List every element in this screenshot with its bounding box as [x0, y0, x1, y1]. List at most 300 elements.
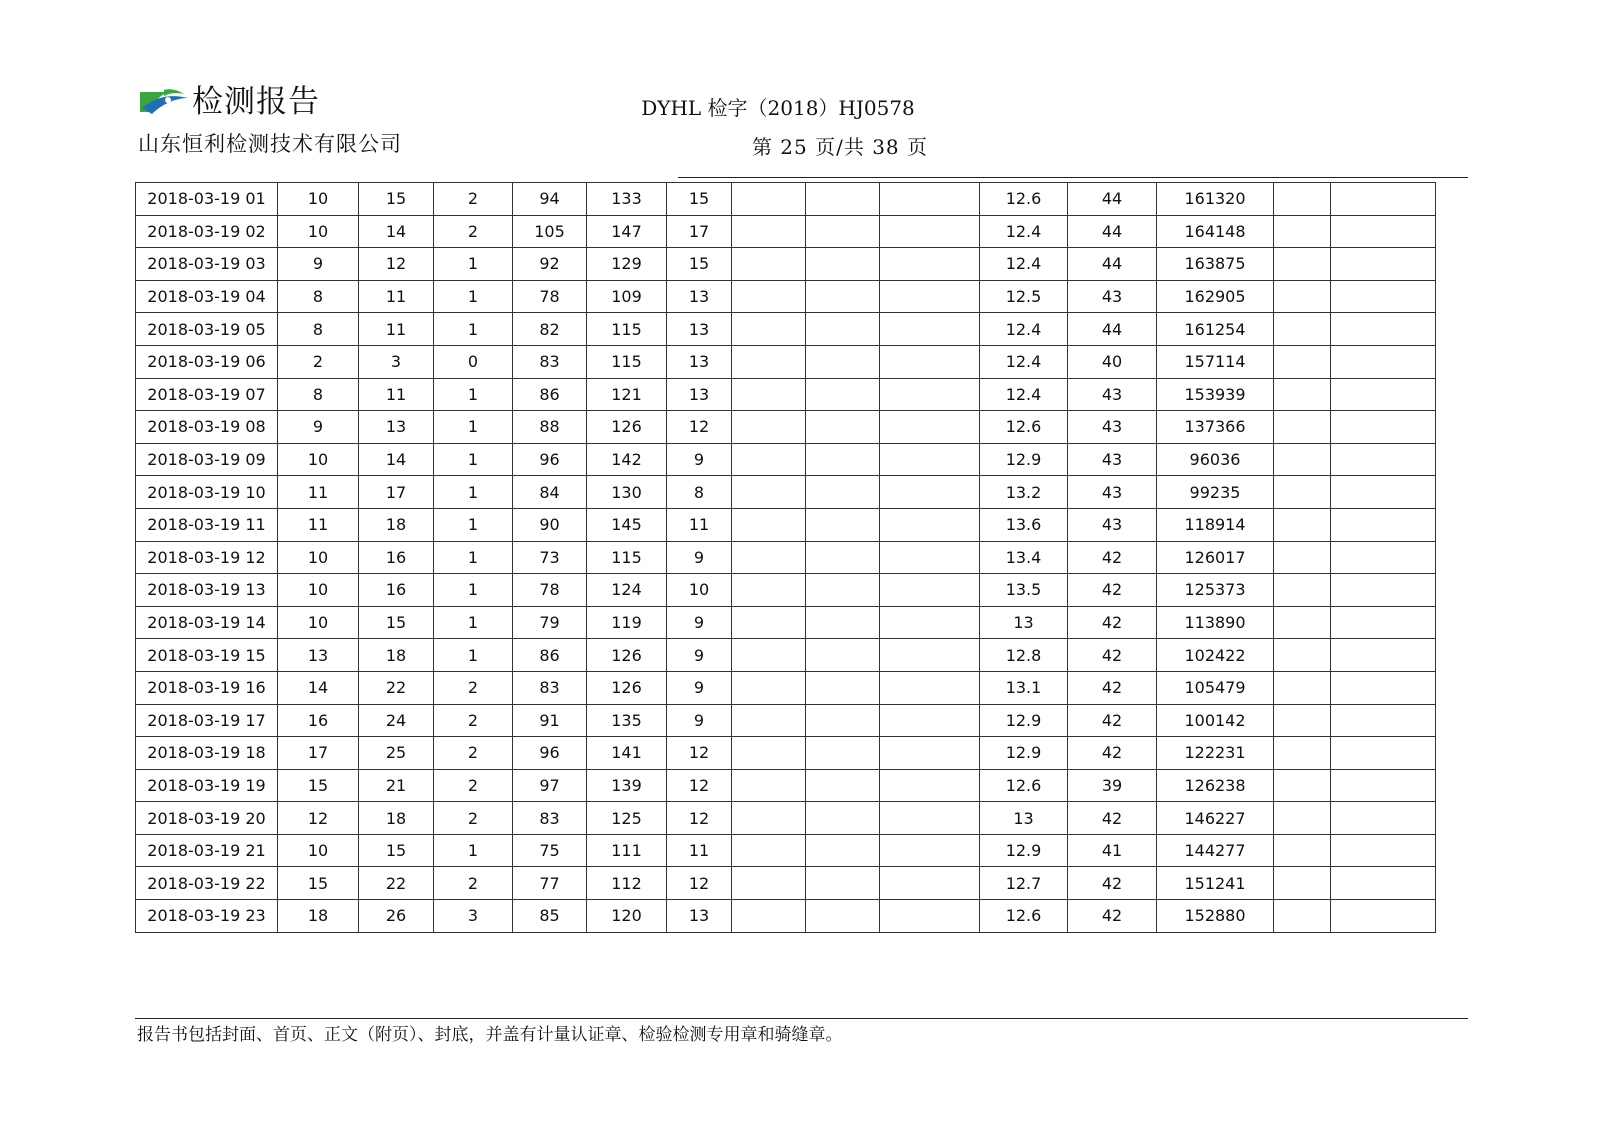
table-row: [136, 378, 1436, 411]
table-row: [136, 248, 1436, 281]
monitoring-data-table: [135, 182, 1436, 933]
time-cell: 2018-03-19 22: [136, 867, 278, 900]
table-cell: 151241: [1157, 867, 1274, 900]
table-cell: 42: [1068, 574, 1157, 607]
table-cell: [1274, 183, 1331, 216]
table-cell: 12.6: [980, 900, 1068, 933]
table-cell: [1331, 704, 1436, 737]
table-cell: 10: [278, 574, 359, 607]
table-cell: 10: [278, 834, 359, 867]
table-cell: [1274, 834, 1331, 867]
table-cell: 2: [278, 345, 359, 378]
table-cell: 125373: [1157, 574, 1274, 607]
table-cell: 42: [1068, 867, 1157, 900]
table-cell: [732, 378, 806, 411]
table-cell: [880, 834, 980, 867]
table-cell: [1331, 834, 1436, 867]
table-cell: [880, 476, 980, 509]
table-row: [136, 508, 1436, 541]
table-cell: 14: [278, 671, 359, 704]
table-cell: 11: [667, 508, 732, 541]
table-cell: 157114: [1157, 345, 1274, 378]
table-cell: [1274, 606, 1331, 639]
table-cell: [1331, 737, 1436, 770]
table-cell: [1274, 769, 1331, 802]
table-cell: 83: [513, 345, 587, 378]
table-cell: 12: [278, 802, 359, 835]
table-row: [136, 900, 1436, 933]
document-code: DYHL 检字（2018）HJ0578: [641, 96, 915, 120]
table-cell: [732, 313, 806, 346]
table-cell: [1274, 411, 1331, 444]
table-cell: 18: [359, 508, 434, 541]
table-cell: 79: [513, 606, 587, 639]
table-cell: 164148: [1157, 215, 1274, 248]
table-cell: [806, 476, 880, 509]
table-cell: [806, 280, 880, 313]
time-cell: 2018-03-19 11: [136, 508, 278, 541]
table-cell: 13: [667, 280, 732, 313]
table-cell: 42: [1068, 900, 1157, 933]
table-cell: 1: [434, 574, 513, 607]
table-cell: [1274, 639, 1331, 672]
table-row: [136, 737, 1436, 770]
table-cell: [880, 411, 980, 444]
table-cell: 1: [434, 313, 513, 346]
table-cell: [732, 508, 806, 541]
time-cell: 2018-03-19 17: [136, 704, 278, 737]
table-cell: 44: [1068, 248, 1157, 281]
table-cell: 13.6: [980, 508, 1068, 541]
table-row: [136, 802, 1436, 835]
table-cell: [1274, 378, 1331, 411]
report-title: 检测报告: [192, 84, 320, 120]
table-cell: [1331, 313, 1436, 346]
table-cell: [880, 215, 980, 248]
time-cell: 2018-03-19 19: [136, 769, 278, 802]
table-cell: [806, 443, 880, 476]
table-cell: [806, 183, 880, 216]
table-cell: [1331, 248, 1436, 281]
table-cell: 8: [278, 313, 359, 346]
table-cell: 13.1: [980, 671, 1068, 704]
table-cell: 94: [513, 183, 587, 216]
table-cell: 16: [359, 541, 434, 574]
table-cell: 83: [513, 671, 587, 704]
table-cell: 9: [278, 248, 359, 281]
table-body: [136, 183, 1436, 933]
table-cell: 113890: [1157, 606, 1274, 639]
table-cell: 12.9: [980, 704, 1068, 737]
table-cell: 1: [434, 443, 513, 476]
table-cell: 12.7: [980, 867, 1068, 900]
table-cell: [732, 606, 806, 639]
table-cell: 1: [434, 280, 513, 313]
table-cell: 73: [513, 541, 587, 574]
table-row: [136, 280, 1436, 313]
time-cell: 2018-03-19 07: [136, 378, 278, 411]
table-cell: [806, 834, 880, 867]
table-cell: 1: [434, 834, 513, 867]
table-cell: [1274, 900, 1331, 933]
table-row: [136, 606, 1436, 639]
table-cell: 42: [1068, 737, 1157, 770]
table-cell: 12.9: [980, 834, 1068, 867]
table-cell: 125: [587, 802, 667, 835]
table-cell: [732, 639, 806, 672]
table-cell: [732, 476, 806, 509]
table-cell: [880, 900, 980, 933]
table-cell: [732, 345, 806, 378]
table-cell: 18: [359, 802, 434, 835]
table-cell: [806, 378, 880, 411]
table-cell: 153939: [1157, 378, 1274, 411]
table-cell: 11: [667, 834, 732, 867]
table-cell: [806, 769, 880, 802]
table-cell: [1331, 867, 1436, 900]
table-cell: [880, 280, 980, 313]
table-cell: 22: [359, 671, 434, 704]
table-cell: [806, 737, 880, 770]
table-cell: 1: [434, 248, 513, 281]
table-row: [136, 411, 1436, 444]
table-cell: 12.6: [980, 411, 1068, 444]
table-cell: [1331, 574, 1436, 607]
table-cell: 10: [278, 541, 359, 574]
table-cell: 8: [278, 378, 359, 411]
table-cell: [732, 443, 806, 476]
table-cell: 18: [359, 639, 434, 672]
table-cell: [880, 671, 980, 704]
table-cell: 12: [667, 802, 732, 835]
table-cell: [1274, 215, 1331, 248]
table-cell: 13: [667, 313, 732, 346]
table-cell: 12.8: [980, 639, 1068, 672]
table-row: [136, 476, 1436, 509]
table-cell: 122231: [1157, 737, 1274, 770]
time-cell: 2018-03-19 14: [136, 606, 278, 639]
table-cell: 12.4: [980, 313, 1068, 346]
table-cell: 9: [667, 443, 732, 476]
table-cell: 9: [667, 639, 732, 672]
table-cell: 15: [359, 183, 434, 216]
table-cell: 163875: [1157, 248, 1274, 281]
table-cell: [1274, 704, 1331, 737]
table-cell: 146227: [1157, 802, 1274, 835]
table-cell: 13: [667, 345, 732, 378]
time-cell: 2018-03-19 15: [136, 639, 278, 672]
table-cell: 1: [434, 476, 513, 509]
table-cell: 13: [980, 606, 1068, 639]
table-cell: 142: [587, 443, 667, 476]
table-cell: 11: [278, 476, 359, 509]
table-cell: [806, 411, 880, 444]
table-cell: 15: [278, 769, 359, 802]
table-cell: 12: [667, 737, 732, 770]
page-number: 第 25 页/共 38 页: [751, 135, 929, 159]
table-cell: 124: [587, 574, 667, 607]
time-cell: 2018-03-19 06: [136, 345, 278, 378]
table-cell: [732, 183, 806, 216]
table-cell: [806, 248, 880, 281]
table-cell: [880, 345, 980, 378]
table-cell: 12.6: [980, 769, 1068, 802]
table-cell: 16: [359, 574, 434, 607]
table-cell: 25: [359, 737, 434, 770]
table-cell: 78: [513, 280, 587, 313]
table-cell: 17: [278, 737, 359, 770]
table-cell: [732, 867, 806, 900]
table-cell: 1: [434, 606, 513, 639]
table-cell: 18: [278, 900, 359, 933]
table-row: [136, 671, 1436, 704]
header-divider: [678, 177, 1468, 178]
table-cell: [732, 541, 806, 574]
table-cell: 96: [513, 443, 587, 476]
table-cell: [1274, 248, 1331, 281]
table-cell: 12.5: [980, 280, 1068, 313]
table-cell: [732, 574, 806, 607]
table-cell: [1331, 541, 1436, 574]
table-row: [136, 574, 1436, 607]
table-cell: 8: [278, 280, 359, 313]
table-cell: 2: [434, 704, 513, 737]
table-cell: [1331, 900, 1436, 933]
table-cell: 12.4: [980, 378, 1068, 411]
table-cell: [1274, 508, 1331, 541]
time-cell: 2018-03-19 03: [136, 248, 278, 281]
table-cell: 126017: [1157, 541, 1274, 574]
table-cell: 12: [359, 248, 434, 281]
table-cell: 96: [513, 737, 587, 770]
table-cell: [880, 183, 980, 216]
table-cell: 42: [1068, 671, 1157, 704]
table-cell: 2: [434, 215, 513, 248]
table-cell: 105479: [1157, 671, 1274, 704]
table-cell: 22: [359, 867, 434, 900]
table-cell: 161254: [1157, 313, 1274, 346]
time-cell: 2018-03-19 18: [136, 737, 278, 770]
table-cell: 11: [359, 313, 434, 346]
table-cell: [880, 606, 980, 639]
table-cell: [1274, 574, 1331, 607]
table-cell: 86: [513, 639, 587, 672]
table-cell: 26: [359, 900, 434, 933]
table-cell: 119: [587, 606, 667, 639]
table-cell: [880, 443, 980, 476]
table-row: [136, 639, 1436, 672]
table-cell: [1331, 639, 1436, 672]
table-cell: 129: [587, 248, 667, 281]
table-cell: 44: [1068, 313, 1157, 346]
table-cell: 17: [359, 476, 434, 509]
table-cell: 2: [434, 671, 513, 704]
table-row: [136, 704, 1436, 737]
table-cell: 44: [1068, 215, 1157, 248]
time-cell: 2018-03-19 20: [136, 802, 278, 835]
table-cell: [732, 671, 806, 704]
table-cell: 133: [587, 183, 667, 216]
table-cell: 12: [667, 769, 732, 802]
table-cell: 0: [434, 345, 513, 378]
table-row: [136, 183, 1436, 216]
table-cell: 43: [1068, 508, 1157, 541]
table-cell: 2: [434, 802, 513, 835]
table-cell: 13: [667, 900, 732, 933]
table-cell: 42: [1068, 704, 1157, 737]
table-cell: [880, 378, 980, 411]
table-cell: 77: [513, 867, 587, 900]
table-row: [136, 215, 1436, 248]
table-cell: [732, 411, 806, 444]
table-cell: 137366: [1157, 411, 1274, 444]
table-cell: 43: [1068, 378, 1157, 411]
table-cell: [880, 802, 980, 835]
table-cell: 144277: [1157, 834, 1274, 867]
table-cell: 16: [278, 704, 359, 737]
table-cell: 15: [278, 867, 359, 900]
table-cell: [1274, 280, 1331, 313]
table-cell: 21: [359, 769, 434, 802]
company-logo-icon: [138, 86, 190, 118]
table-row: [136, 313, 1436, 346]
table-cell: 118914: [1157, 508, 1274, 541]
table-cell: 2: [434, 867, 513, 900]
table-cell: [880, 769, 980, 802]
table-cell: 3: [359, 345, 434, 378]
time-cell: 2018-03-19 13: [136, 574, 278, 607]
table-cell: 39: [1068, 769, 1157, 802]
table-cell: [1274, 737, 1331, 770]
table-cell: 17: [667, 215, 732, 248]
table-cell: [1331, 606, 1436, 639]
table-cell: 14: [359, 215, 434, 248]
table-cell: [1274, 541, 1331, 574]
table-cell: 84: [513, 476, 587, 509]
table-cell: 42: [1068, 606, 1157, 639]
table-cell: [880, 639, 980, 672]
table-cell: [806, 345, 880, 378]
table-row: [136, 867, 1436, 900]
table-cell: 161320: [1157, 183, 1274, 216]
table-cell: 43: [1068, 476, 1157, 509]
table-cell: [880, 737, 980, 770]
table-cell: 40: [1068, 345, 1157, 378]
table-cell: 44: [1068, 183, 1157, 216]
table-cell: 13: [667, 378, 732, 411]
table-cell: 9: [278, 411, 359, 444]
table-cell: 1: [434, 508, 513, 541]
time-cell: 2018-03-19 12: [136, 541, 278, 574]
table-cell: [806, 704, 880, 737]
time-cell: 2018-03-19 23: [136, 900, 278, 933]
table-cell: [806, 574, 880, 607]
time-cell: 2018-03-19 04: [136, 280, 278, 313]
time-cell: 2018-03-19 10: [136, 476, 278, 509]
table-cell: [806, 508, 880, 541]
table-cell: [806, 639, 880, 672]
table-cell: 78: [513, 574, 587, 607]
footer-note: 报告书包括封面、首页、正文（附页）、封底，并盖有计量认证章、检验检测专用章和骑缝章。: [137, 1025, 843, 1045]
table-cell: [1331, 280, 1436, 313]
table-cell: [1331, 671, 1436, 704]
table-cell: 96036: [1157, 443, 1274, 476]
table-cell: 13: [278, 639, 359, 672]
table-row: [136, 443, 1436, 476]
table-cell: 82: [513, 313, 587, 346]
table-cell: [880, 541, 980, 574]
table-cell: [1274, 802, 1331, 835]
table-cell: 130: [587, 476, 667, 509]
table-cell: [806, 606, 880, 639]
table-cell: 43: [1068, 411, 1157, 444]
table-cell: [806, 671, 880, 704]
table-cell: 15: [359, 834, 434, 867]
table-cell: 92: [513, 248, 587, 281]
table-cell: [1274, 671, 1331, 704]
table-cell: 11: [278, 508, 359, 541]
table-cell: 11: [359, 378, 434, 411]
table-cell: 120: [587, 900, 667, 933]
table-cell: 10: [278, 183, 359, 216]
table-cell: 12.4: [980, 215, 1068, 248]
table-cell: 13.4: [980, 541, 1068, 574]
table-cell: 105: [513, 215, 587, 248]
table-cell: 135: [587, 704, 667, 737]
table-cell: [806, 867, 880, 900]
time-cell: 2018-03-19 21: [136, 834, 278, 867]
table-cell: [1331, 411, 1436, 444]
table-cell: 10: [278, 215, 359, 248]
table-cell: 10: [667, 574, 732, 607]
table-cell: 75: [513, 834, 587, 867]
table-cell: [732, 900, 806, 933]
table-cell: 115: [587, 313, 667, 346]
table-cell: 86: [513, 378, 587, 411]
table-cell: 9: [667, 671, 732, 704]
table-cell: [1331, 443, 1436, 476]
time-cell: 2018-03-19 09: [136, 443, 278, 476]
table-cell: 1: [434, 639, 513, 672]
table-cell: 126: [587, 671, 667, 704]
table-cell: 112: [587, 867, 667, 900]
table-cell: 13: [359, 411, 434, 444]
table-cell: 9: [667, 704, 732, 737]
table-cell: [806, 802, 880, 835]
table-cell: 3: [434, 900, 513, 933]
table-cell: 42: [1068, 802, 1157, 835]
table-cell: [1331, 508, 1436, 541]
table-cell: 162905: [1157, 280, 1274, 313]
table-cell: 43: [1068, 280, 1157, 313]
table-cell: [1331, 769, 1436, 802]
table-cell: 126238: [1157, 769, 1274, 802]
table-cell: 10: [278, 443, 359, 476]
table-cell: 13.5: [980, 574, 1068, 607]
table-cell: 2: [434, 183, 513, 216]
table-cell: 2: [434, 769, 513, 802]
table-cell: [732, 737, 806, 770]
table-cell: [1331, 183, 1436, 216]
table-cell: [1331, 802, 1436, 835]
table-cell: 12: [667, 867, 732, 900]
time-cell: 2018-03-19 16: [136, 671, 278, 704]
table-cell: [1274, 313, 1331, 346]
table-cell: 42: [1068, 639, 1157, 672]
table-cell: 90: [513, 508, 587, 541]
table-cell: 126: [587, 411, 667, 444]
table-cell: [1331, 345, 1436, 378]
